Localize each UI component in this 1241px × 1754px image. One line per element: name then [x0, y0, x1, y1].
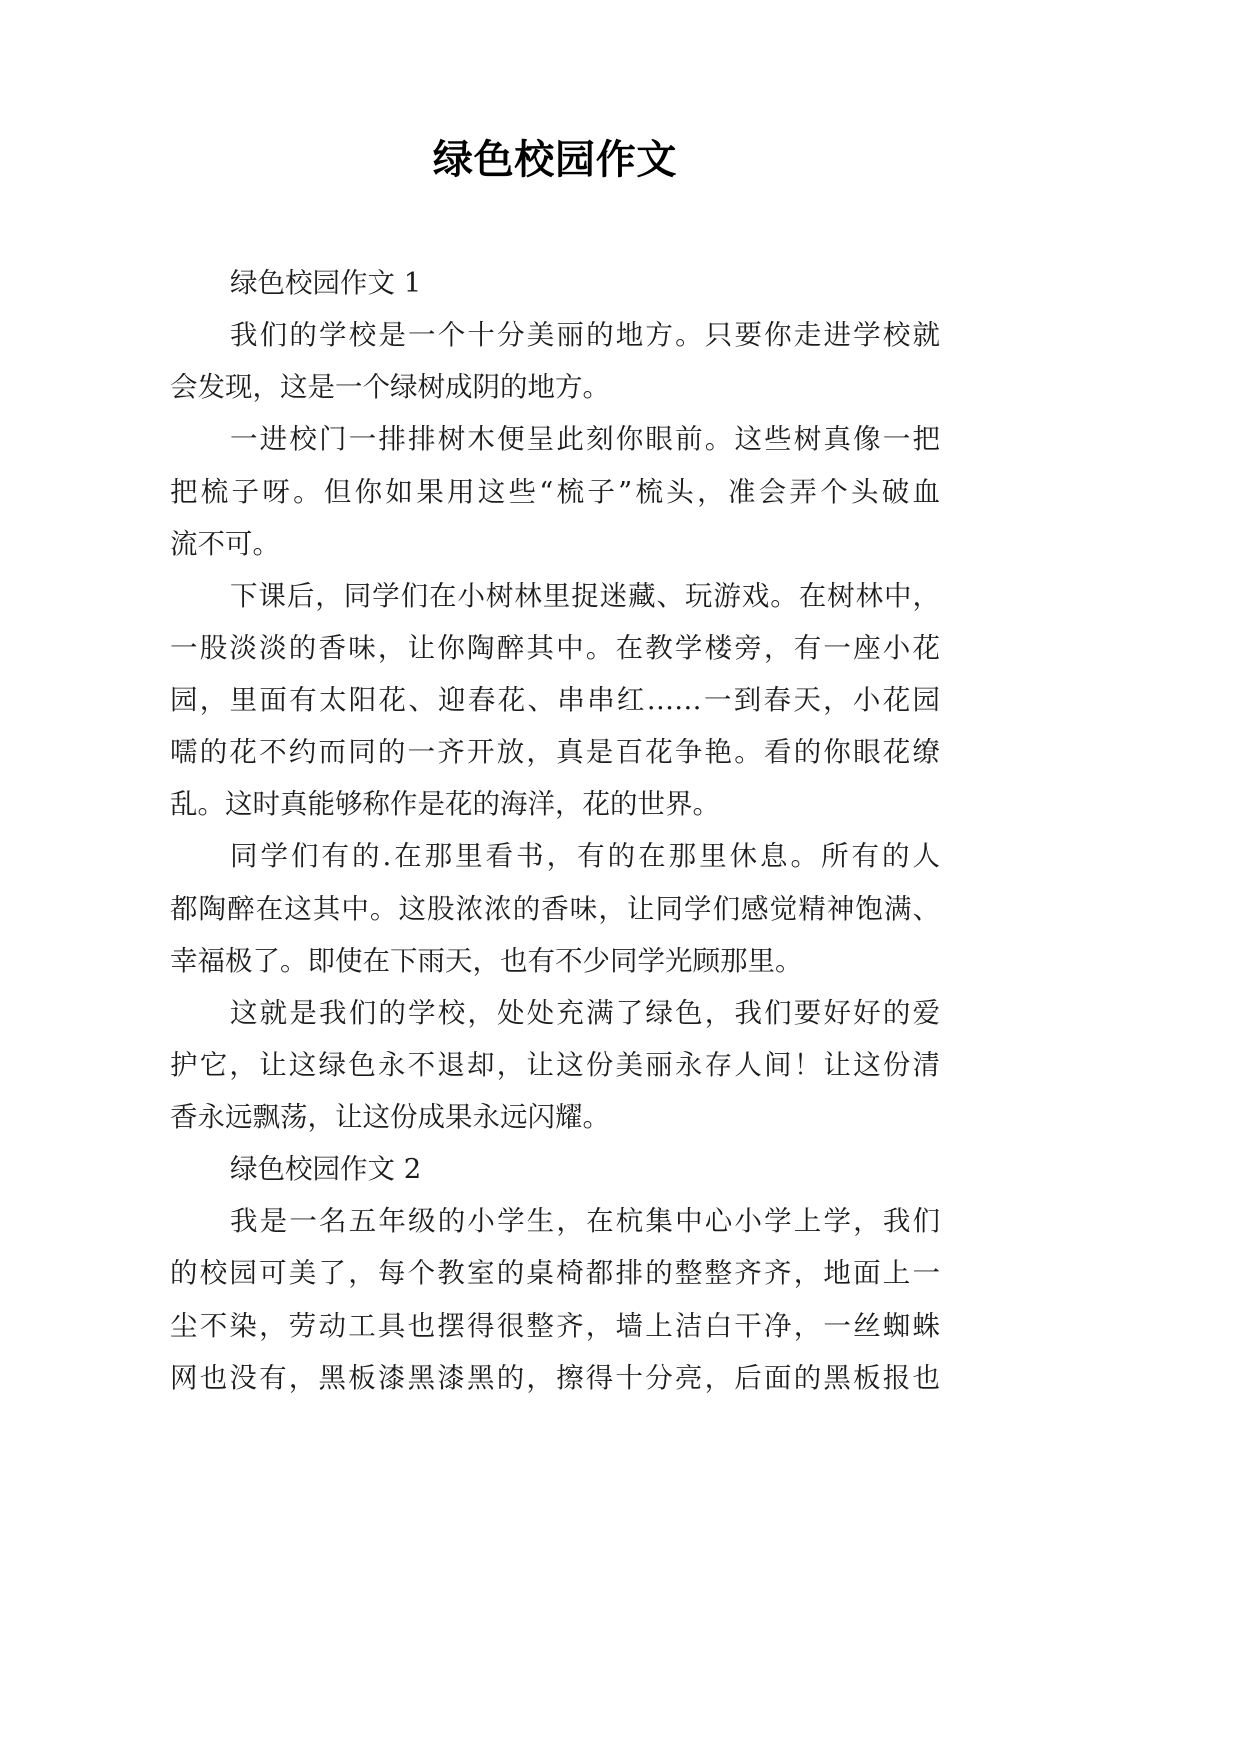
paragraph-line: 把梳子呀。但你如果用这些“梳子”梳头，准会弄个头破血	[170, 475, 940, 508]
paragraph	[170, 570, 940, 831]
document-title: 绿色校园作文	[432, 136, 678, 183]
paragraph	[170, 309, 940, 413]
paragraph	[170, 413, 940, 569]
paragraph	[170, 987, 940, 1143]
document-body	[170, 257, 940, 1404]
paragraph-line: 一进校门一排排树木便呈此刻你眼前。这些树真像一把	[230, 423, 940, 456]
section-heading	[170, 1143, 940, 1195]
paragraph-line: 都陶醉在这其中。这股浓浓的香味，让同学们感觉精神饱满、	[170, 892, 940, 925]
paragraph-line: 乱。这时真能够称作是花的海洋，花的世界。	[170, 788, 720, 821]
paragraph-line: 下课后，同学们在小树林里捉迷藏、玩游戏。在树林中，	[230, 579, 940, 612]
paragraph	[170, 1195, 940, 1404]
paragraph-line: 幸福极了。即使在下雨天，也有不少同学光顾那里。	[170, 944, 803, 977]
paragraph-line: 这就是我们的学校，处处充满了绿色，我们要好好的爱	[230, 996, 940, 1029]
paragraph-line: 网也没有，黑板漆黑漆黑的，擦得十分亮，后面的黑板报也	[170, 1361, 940, 1394]
section-heading-text: 绿色校园作文 2	[230, 1153, 422, 1186]
paragraph-line: 嚅的花不约而同的一齐开放，真是百花争艳。看的你眼花缭	[170, 736, 940, 769]
paragraph-line: 同学们有的.在那里看书，有的在那里休息。所有的人	[230, 840, 940, 873]
section-heading-text: 绿色校园作文 1	[230, 267, 422, 299]
paragraph-line: 尘不染，劳动工具也摆得很整齐，墙上洁白干净，一丝蜘蛛	[170, 1309, 940, 1342]
paragraph-line: 护它，让这绿色永不退却，让这份美丽永存人间！让这份清	[170, 1048, 940, 1081]
section-heading	[170, 257, 940, 309]
paragraph-line: 园，里面有太阳花、迎春花、串串红……一到春天，小花园	[170, 684, 940, 716]
paragraph	[170, 830, 940, 986]
paragraph-line: 流不可。	[170, 527, 280, 560]
paragraph-line: 我们的学校是一个十分美丽的地方。只要你走进学校就	[230, 319, 940, 352]
paragraph-line: 会发现，这是一个绿树成阴的地方。	[170, 371, 610, 404]
paragraph-line: 一股淡淡的香味，让你陶醉其中。在教学楼旁，有一座小花	[170, 631, 940, 664]
paragraph-line: 的校园可美了，每个教室的桌椅都排的整整齐齐，地面上一	[170, 1257, 940, 1290]
paragraph-line: 我是一名五年级的小学生，在杭集中心小学上学，我们	[230, 1205, 940, 1238]
paragraph-line: 香永远飘荡，让这份成果永远闪耀。	[170, 1101, 610, 1133]
